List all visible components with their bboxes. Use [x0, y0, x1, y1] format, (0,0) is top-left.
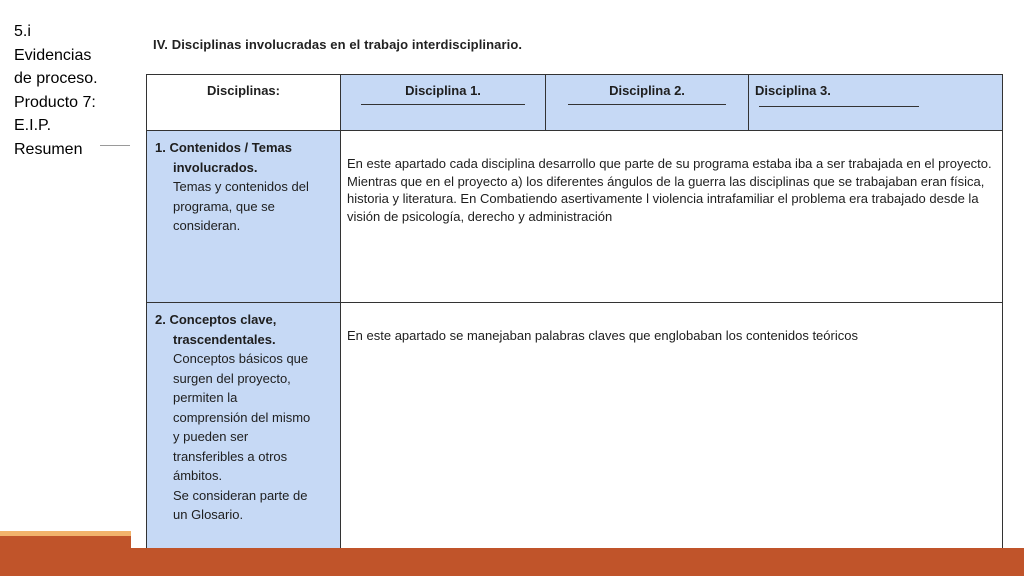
- section-heading: IV. Disciplinas involucradas en el trabajo interdisciplinario.: [153, 37, 523, 52]
- header-label: Disciplinas:: [207, 83, 280, 98]
- row-label-desc: ámbitos.: [173, 468, 223, 483]
- footer-accent-stripe: [0, 531, 131, 536]
- header-cell-disciplinas: [147, 75, 341, 131]
- row-label-desc: Conceptos básicos que: [173, 351, 309, 366]
- blank-line: [759, 106, 919, 107]
- blank-line: [361, 104, 525, 105]
- slide-title-line: E.I.P.: [14, 117, 52, 134]
- row-label-title: 2. Conceptos clave,: [155, 312, 277, 327]
- table-header-row: [147, 75, 1003, 131]
- slide-title-line: de proceso.: [14, 70, 98, 87]
- row-label-desc: Se consideran parte de: [173, 487, 308, 503]
- row-label-title: trascendentales.: [173, 331, 276, 347]
- header-label: Disciplina 3.: [755, 83, 831, 98]
- header-cell-disciplina-3: [749, 75, 1003, 131]
- row-content-contenidos: En este apartado cada disciplina desarrollo que parte de su programa estaba iba a ser trabajada en el proyecto. Mientras que en el proyecto a) los diferentes ángulos de la guerra las disciplinas que se trabajaban eran física, historia y literatura. En Combatiendo asertivamente l violencia intrafamiliar el problema era trabajado desde la visión de psicología, derecho y administración: [341, 131, 1003, 303]
- title-divider: [100, 145, 130, 146]
- slide-title: [14, 20, 124, 161]
- row-content-conceptos: En este apartado se manejaban palabras claves que englobaban los contenidos teóricos: [341, 303, 1003, 573]
- slide-title-line: Producto 7:: [14, 93, 96, 111]
- table-row: [147, 303, 1003, 573]
- header-cell-disciplina-1: [341, 75, 546, 131]
- row-label-title: 1. Contenidos / Temas: [155, 140, 293, 155]
- row-label-desc: un Glosario.: [173, 507, 244, 522]
- header-cell-disciplina-2: [546, 75, 749, 131]
- row-label-title: involucrados.: [173, 159, 258, 175]
- disciplines-table: [146, 74, 1003, 573]
- header-label: Disciplina 1.: [405, 83, 481, 98]
- row-label-desc: y pueden ser: [173, 429, 249, 444]
- row-label-contenidos: [147, 131, 341, 303]
- slide-title-line: Evidencias: [14, 46, 92, 64]
- footer-bar: [0, 548, 1024, 576]
- slide-title-line: 5.i: [14, 23, 31, 40]
- row-label-desc: Temas y contenidos del: [173, 179, 309, 194]
- table-row: [147, 131, 1003, 303]
- slide-title-line: Resumen: [14, 140, 83, 158]
- header-label: Disciplina 2.: [609, 83, 685, 98]
- row-label-desc: permiten la: [173, 390, 238, 405]
- row-label-desc: programa, que se: [173, 198, 275, 214]
- row-label-conceptos: [147, 303, 341, 573]
- row-label-desc: comprensión del mismo: [173, 409, 311, 425]
- row-label-desc: consideran.: [173, 218, 241, 233]
- blank-line: [568, 104, 726, 105]
- row-label-desc: surgen del proyecto,: [173, 370, 291, 386]
- row-label-desc: transferibles a otros: [173, 448, 288, 464]
